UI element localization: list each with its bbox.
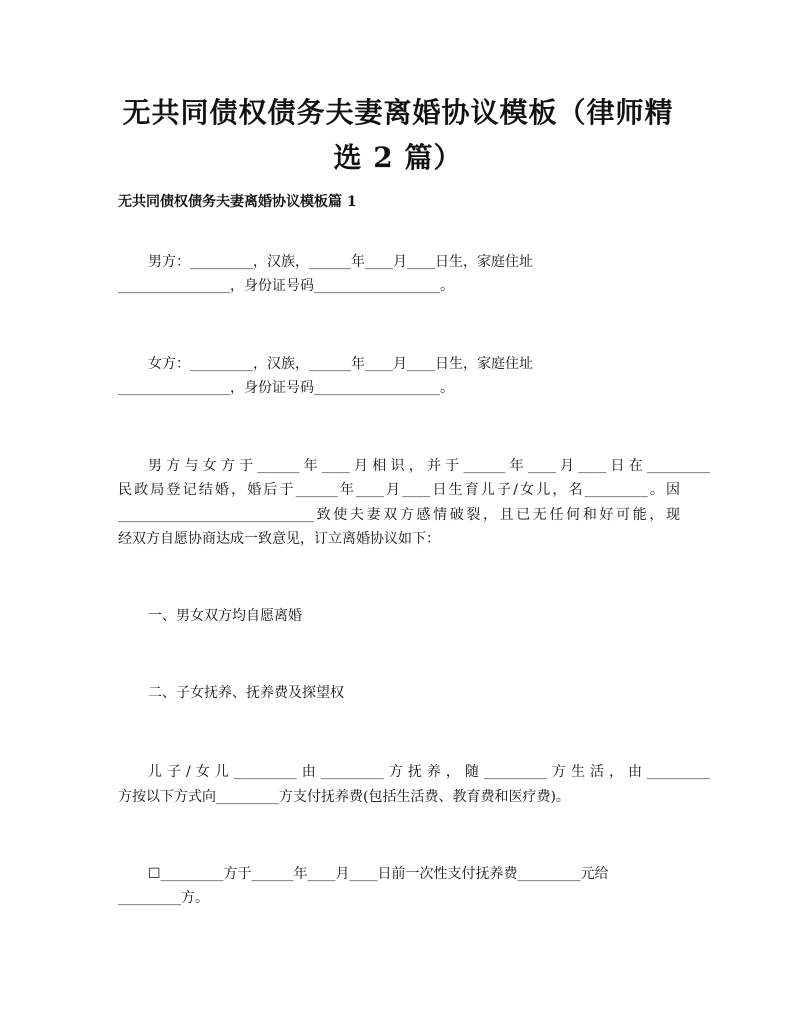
- custody-line2: 方按以下方式向_________方支付抚养费(包括生活费、教育费和医疗费)。: [118, 789, 570, 805]
- male-info-line1: 男方：_________，汉族，______年____月____日生，家庭住址: [148, 254, 533, 270]
- clause-1: 一、男女双方均自愿离婚: [148, 608, 302, 624]
- intro-line1: 男方与女方于______年____月相识，并于______年____月____日在_________: [148, 458, 710, 474]
- payment-line1: ☐_________方于______年____月____日前一次性支付抚养费_________元给: [148, 866, 609, 882]
- female-info-line2: ________________，身份证号码__________________。: [118, 380, 454, 396]
- intro-line4: 经双方自愿协商达成一致意见，订立离婚协议如下：: [118, 531, 440, 547]
- clause-2: 二、子女抚养、抚养费及探望权: [148, 685, 344, 701]
- section-title: 无共同债权债务夫妻离婚协议模板篇 1: [118, 194, 357, 210]
- male-info-line2: ________________，身份证号码__________________。: [118, 278, 454, 294]
- intro-line3: ____________________________致使夫妻双方感情破裂，且已无任何和好可能，现: [118, 507, 680, 523]
- intro-line2: 民政局登记结婚，婚后于______年____月____日生育儿子/女儿，名_________。因: [118, 482, 680, 498]
- document-title-line2: 选 2 篇）: [333, 141, 463, 174]
- female-info-line1: 女方：_________，汉族，______年____月____日生，家庭住址: [148, 356, 533, 372]
- payment-line2: _________方。: [118, 890, 209, 906]
- custody-line1: 儿子/女儿_________由_________方抚养，随_________方生活，由_________: [148, 764, 710, 780]
- document-title-line1: 无共同债权债务夫妻离婚协议模板（律师精: [122, 96, 674, 129]
